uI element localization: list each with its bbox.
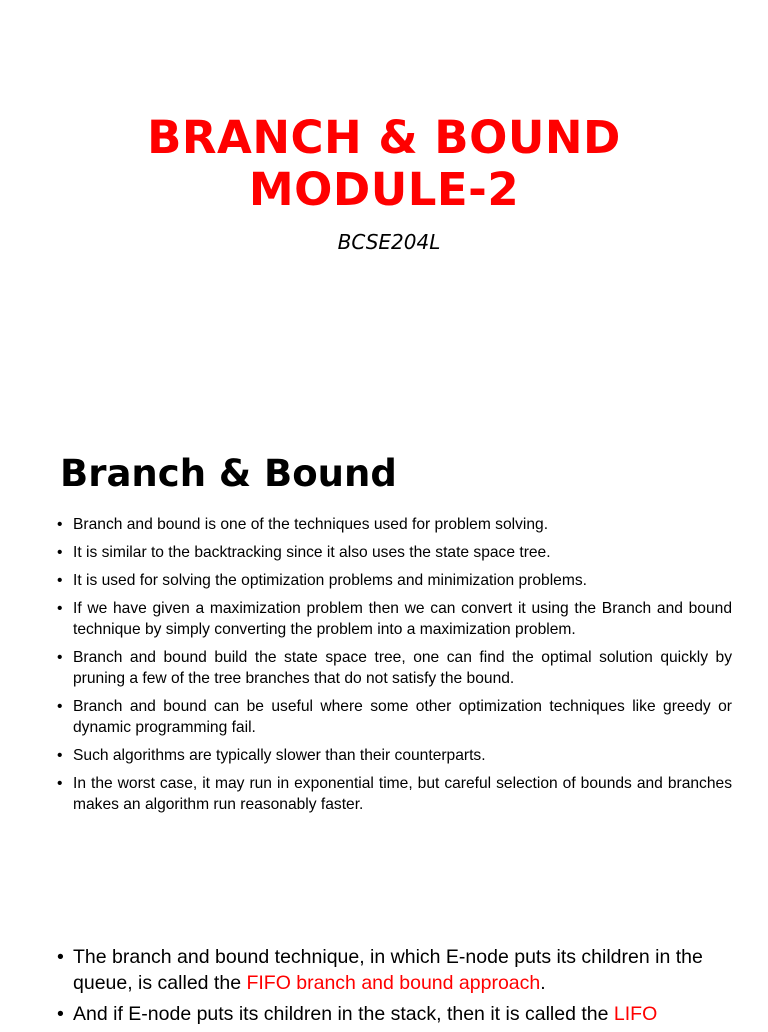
bullet-text: The branch and bound technique, in which E-node puts its children in the queue, is called the [73, 946, 703, 994]
fifo-lifo-slide [0, 930, 768, 1024]
bullet-item-lifo [57, 1001, 747, 1027]
course-code: BCSE204L [337, 230, 441, 254]
bullet-text: And if E-node puts its children in the stack, then it is called the [73, 1003, 614, 1025]
content-slide [0, 420, 768, 920]
title-line-1: BRANCH & BOUND [147, 111, 621, 164]
bullet-item: • In the worst case, it may run in exponential time, but careful selection of bounds and branches makes an algorithm run reasonably faster. [55, 773, 732, 815]
fifo-highlight: FIFO branch and bound approach [246, 972, 541, 994]
bullet-list [55, 514, 732, 822]
bullet-end: . [540, 972, 546, 994]
title-line-2: MODULE-2 [248, 163, 520, 216]
lifo-highlight: LIFO [613, 1003, 658, 1025]
bullet-item-fifo [57, 944, 747, 996]
bullet-item: • It is used for solving the optimization problems and minimization problems. [55, 570, 732, 591]
bullet-item: • Branch and bound can be useful where some other optimization techniques like greedy or dynamic programming fail. [55, 696, 732, 738]
bullet-item: • It is similar to the backtracking since it also uses the state space tree. [55, 542, 732, 563]
bullet-item: • Branch and bound build the state space tree, one can find the optimal solution quickly by pruning a few of the tree branches that do not satisfy the bound. [55, 647, 732, 689]
bullet-list [57, 944, 747, 1032]
bullet-item: • Branch and bound is one of the techniques used for problem solving. [55, 514, 732, 535]
bullet-item: • If we have given a maximization problem then we can convert it using the Branch and bound technique by simply converting the problem into a maximization problem. [55, 598, 732, 640]
slide-heading: Branch & Bound [60, 452, 397, 495]
title-slide [0, 0, 768, 420]
bullet-item: • Such algorithms are typically slower than their counterparts. [55, 745, 732, 766]
slide-title [0, 112, 768, 216]
